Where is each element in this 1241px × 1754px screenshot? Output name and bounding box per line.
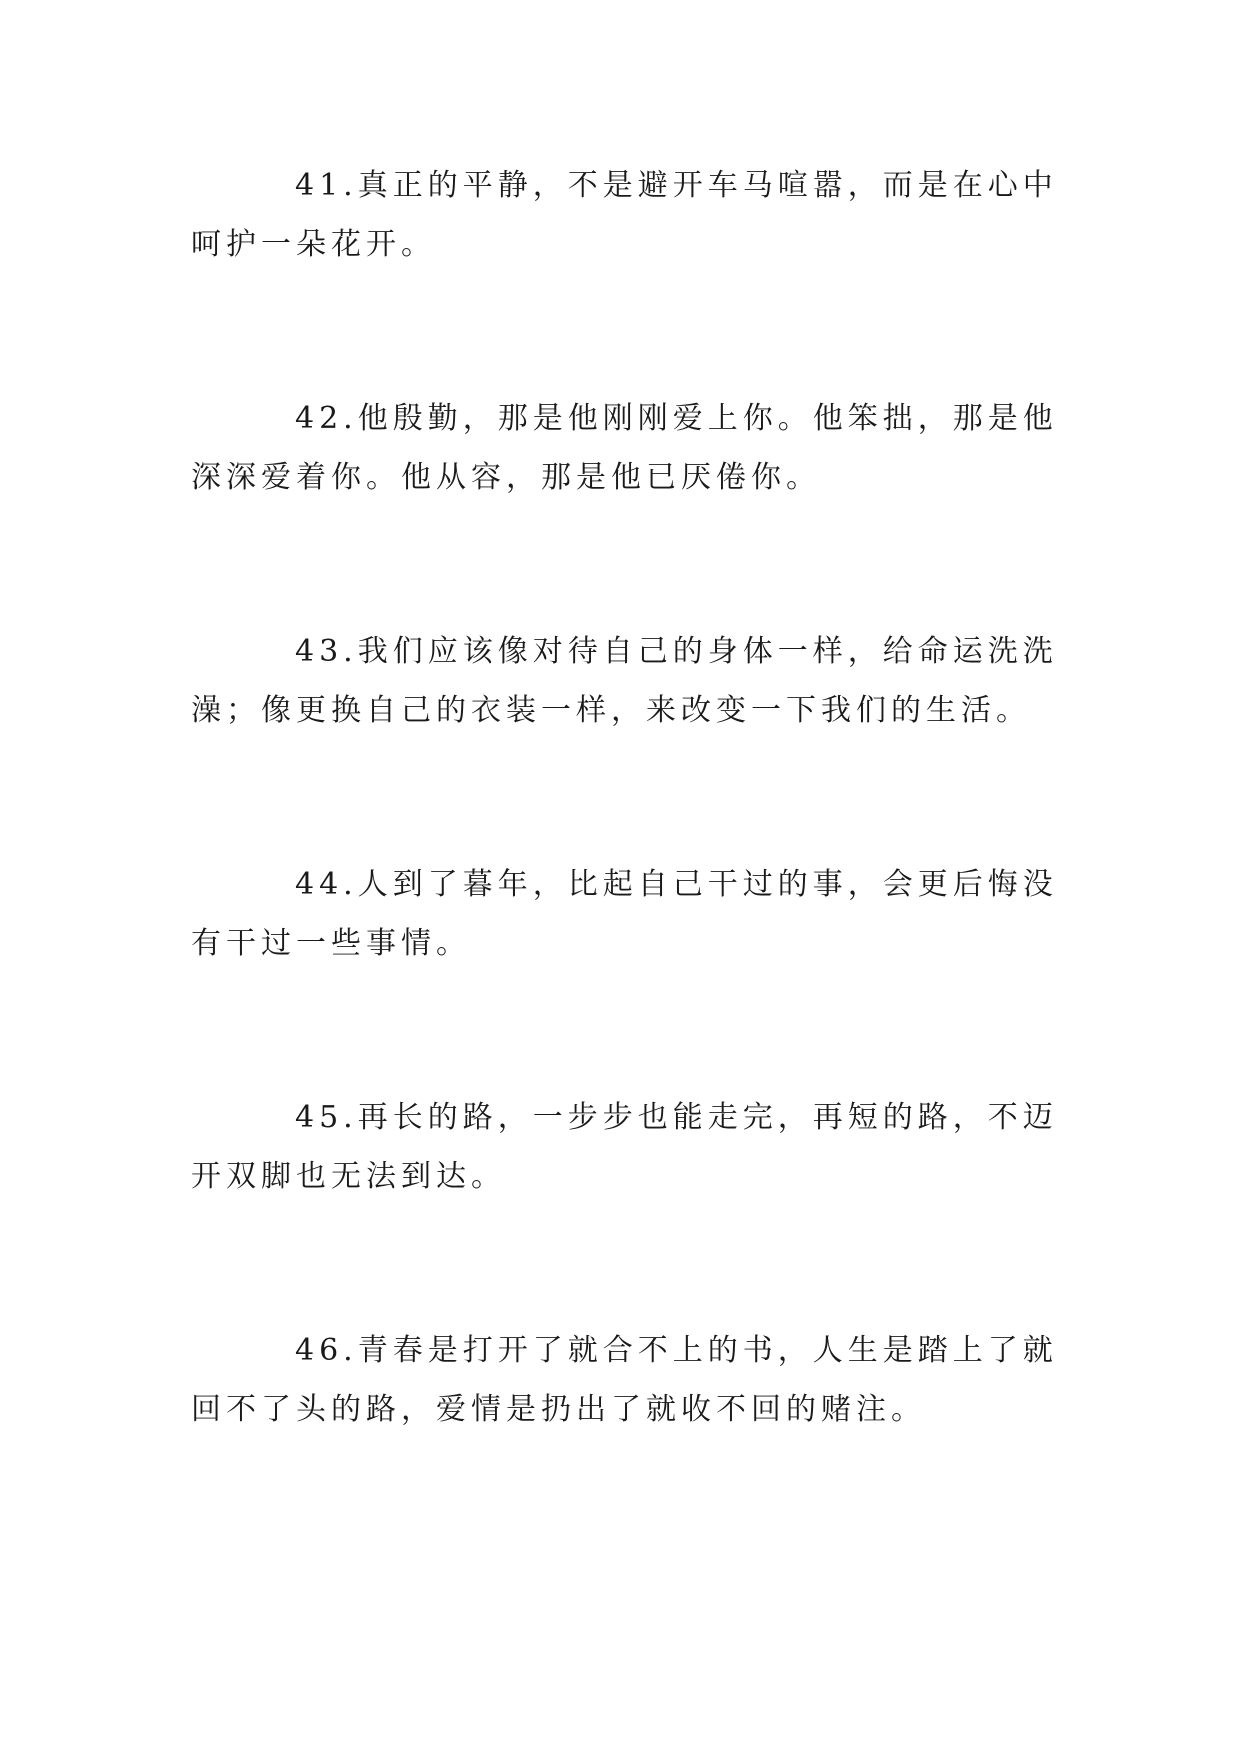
quote-paragraph-43: [191, 622, 1071, 740]
quote-number: 46.: [295, 1333, 358, 1368]
quote-text: 再长的路，一步步也能走完，再短的路，不迈开双脚也无法到达。: [191, 1100, 1058, 1194]
quote-text: 人到了暮年，比起自己干过的事，会更后悔没有干过一些事情。: [191, 867, 1058, 961]
quote-text: 他殷勤，那是他刚刚爱上你。他笨拙，那是他深深爱着你。他从容，那是他已厌倦你。: [191, 401, 1058, 495]
quote-paragraph-46: [191, 1321, 1071, 1439]
quote-paragraph-42: [191, 389, 1071, 507]
quote-text: 青春是打开了就合不上的书，人生是踏上了就回不了头的路，爱情是扔出了就收不回的赌注。: [191, 1333, 1058, 1427]
quote-paragraph-45: [191, 1088, 1071, 1206]
quote-text: 真正的平静，不是避开车马喧嚣，而是在心中呵护一朵花开。: [191, 168, 1058, 262]
quote-number: 43.: [295, 634, 358, 669]
quote-text: 我们应该像对待自己的身体一样，给命运洗洗澡；像更换自己的衣装一样，来改变一下我们的生活。: [191, 634, 1058, 728]
quote-number: 42.: [295, 401, 358, 436]
quote-number: 45.: [295, 1100, 358, 1135]
quote-number: 44.: [295, 867, 358, 902]
quote-paragraph-44: [191, 855, 1071, 973]
quote-paragraph-41: [191, 156, 1071, 274]
quote-number: 41.: [295, 168, 358, 203]
